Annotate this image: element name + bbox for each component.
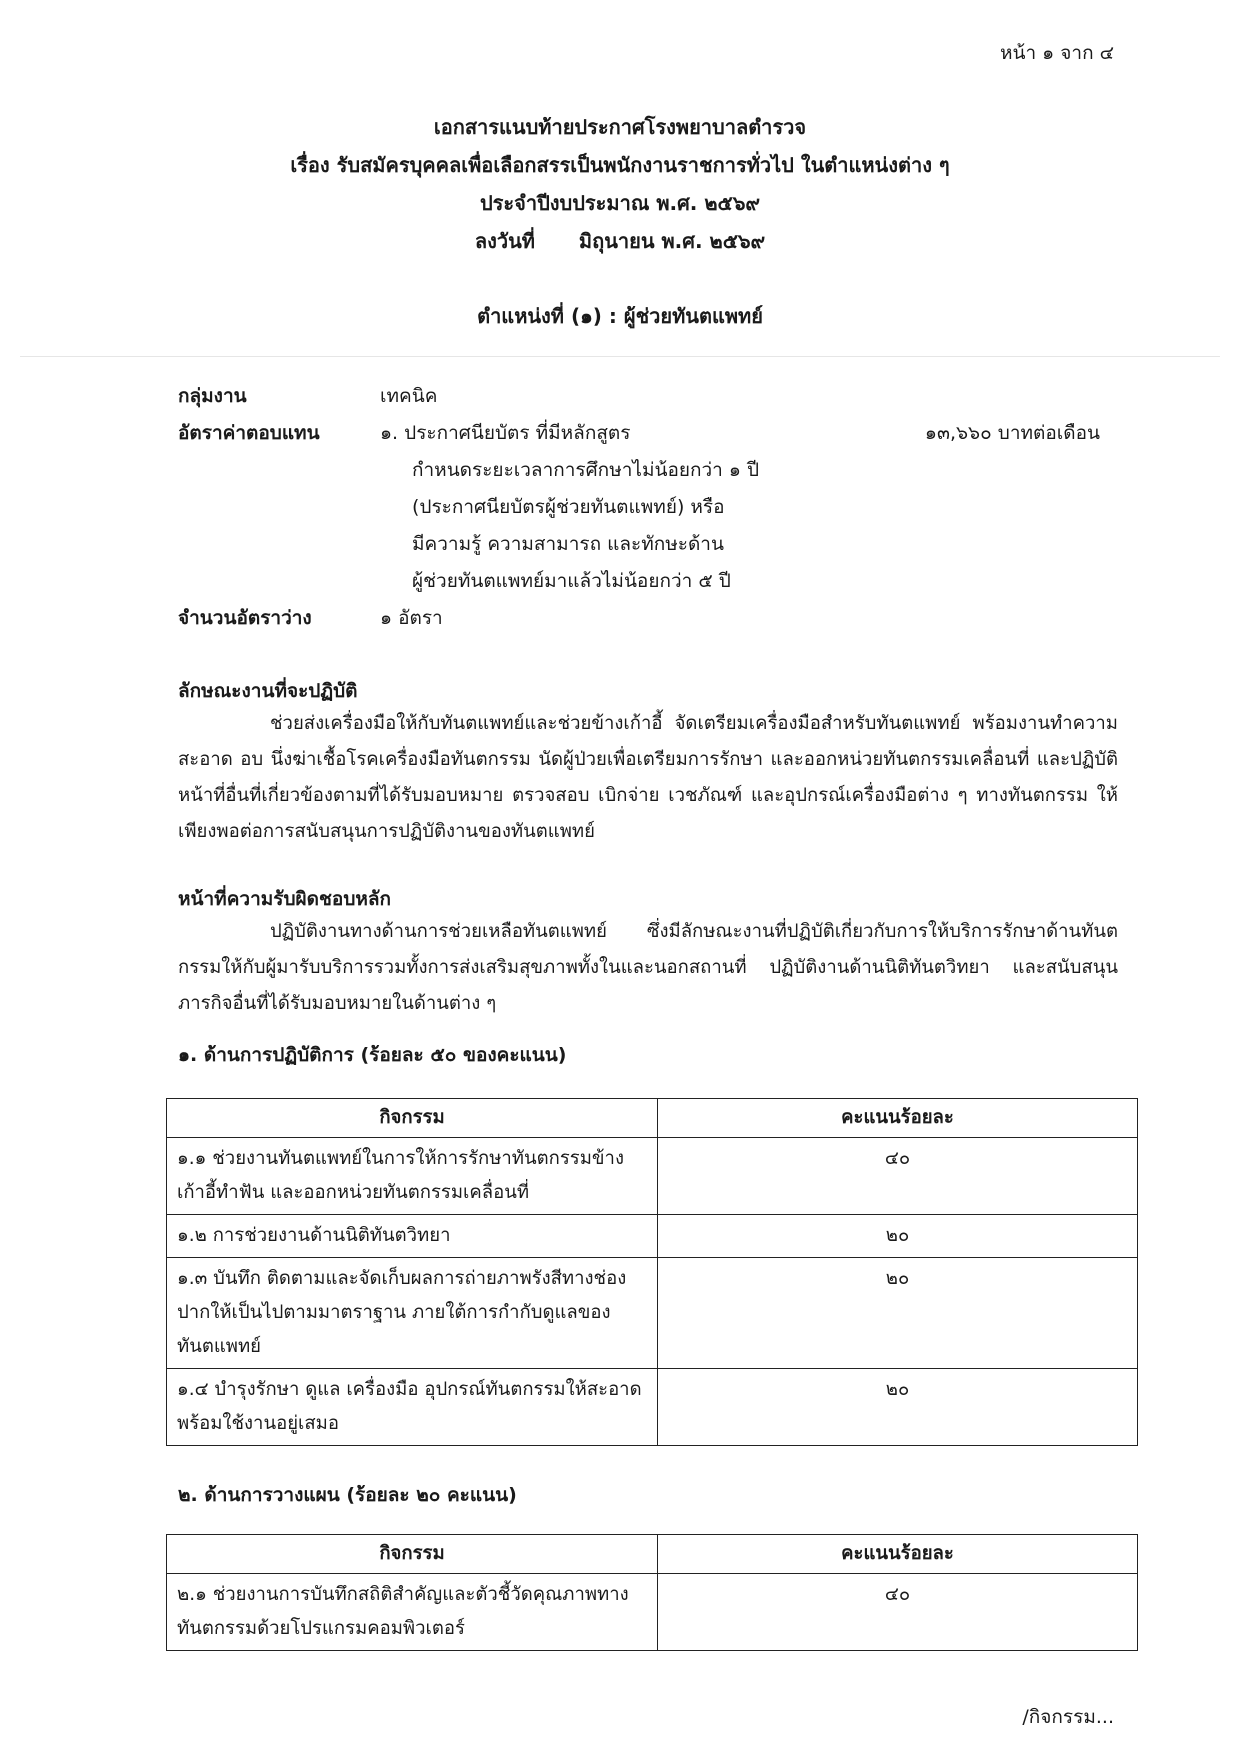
- table-header-row: [167, 1099, 1138, 1138]
- rate-line: มีความรู้ ความสามารถ และทักษะด้าน: [412, 533, 724, 555]
- rate-label: อัตราค่าตอบแทน: [178, 422, 320, 444]
- position-title: ตำแหน่งที่ (๑) : ผู้ช่วยทันตแพทย์: [477, 304, 763, 328]
- vacancy-label: จำนวนอัตราว่าง: [178, 607, 312, 629]
- table-header-row: [167, 1535, 1138, 1574]
- continuation-note: /กิจกรรม...: [1022, 1706, 1114, 1728]
- divider: [20, 356, 1220, 357]
- vacancy-value: ๑ อัตรา: [380, 607, 443, 629]
- rate-line: ผู้ช่วยทันตแพทย์มาแล้วไม่น้อยกว่า ๕ ปี: [412, 570, 731, 592]
- col-activity-header: กิจกรรม: [167, 1535, 658, 1574]
- rate-amount: ๑๓,๖๖๐ บาทต่อเดือน: [924, 422, 1100, 444]
- job-nature-text: ช่วยส่งเครื่องมือให้กับทันตแพทย์และช่วยข้างเก้าอี้ จัดเตรียมเครื่องมือสำหรับทันตแพทย์ พร้อมงานทำความสะอาด อบ นึ่งฆ่าเชื้อโรคเครื่องมือทันตกรรม นัดผู้ป่วยเพื่อเตรียมการรักษา และออกหน่วยทันตกรรมเคลื่อนที่ และปฏิบัติหน้าที่อื่นที่เกี่ยวข้องตามที่ได้รับมอบหมาย ตรวจสอบ เบิกจ่าย เวชภัณฑ์ และอุปกรณ์เครื่องมือต่าง ๆ ทางทันตกรรม ให้เพียงพอต่อการสนับสนุนการปฏิบัติงานของทันตแพทย์: [178, 713, 1118, 842]
- header-line-2: เรื่อง รับสมัครบุคคลเพื่อเลือกสรรเป็นพนักงานราชการทั่วไป ในตำแหน่งต่าง ๆ: [290, 153, 950, 177]
- score-cell: ๔๐: [658, 1574, 1138, 1651]
- group-label: กลุ่มงาน: [178, 385, 247, 407]
- col-activity-header: กิจกรรม: [167, 1099, 658, 1138]
- rate-line: กำหนดระยะเวลาการศึกษาไม่น้อยกว่า ๑ ปี: [412, 459, 760, 481]
- table-row: [167, 1369, 1138, 1446]
- group-value: เทคนิค: [380, 385, 438, 407]
- table-row: [167, 1215, 1138, 1258]
- score-cell: ๒๐: [658, 1369, 1138, 1446]
- score-cell: ๒๐: [658, 1215, 1138, 1258]
- section-2-title: ๒. ด้านการวางแผน (ร้อยละ ๒๐ คะแนน): [178, 1484, 517, 1506]
- header-date: [0, 222, 1240, 260]
- section-2-table: [166, 1534, 1138, 1651]
- position-info: [178, 378, 1118, 637]
- activity-cell: ๑.๔ บำรุงรักษา ดูแล เครื่องมือ อุปกรณ์ทันตกรรมให้สะอาดพร้อมใช้งานอยู่เสมอ: [167, 1369, 658, 1446]
- header-line-1: เอกสารแนบท้ายประกาศโรงพยาบาลตำรวจ: [433, 115, 807, 139]
- activity-cell: ๑.๑ ช่วยงานทันตแพทย์ในการให้การรักษาทันตกรรมข้างเก้าอี้ทำฟัน และออกหน่วยทันตกรรมเคลื่อนที่: [167, 1138, 658, 1215]
- table-row: [167, 1138, 1138, 1215]
- score-cell: ๔๐: [658, 1138, 1138, 1215]
- responsibility-text: ปฏิบัติงานทางด้านการช่วยเหลือทันตแพทย์ ซึ่งมีลักษณะงานที่ปฏิบัติเกี่ยวกับการให้บริการรักษาด้านทันตกรรมให้กับผู้มารับบริการรวมทั้งการส่งเสริมสุขภาพทั้งในและนอกสถานที่ ปฏิบัติงานด้านนิติทันตวิทยา และสนับสนุนภารกิจอื่นที่ได้รับมอบหมายในด้านต่าง ๆ: [178, 921, 1118, 1014]
- rate-line: (ประกาศนียบัตรผู้ช่วยทันตแพทย์) หรือ: [412, 496, 725, 518]
- date-label: ลงวันที่: [474, 229, 535, 253]
- info-row-vacancy: [178, 600, 1118, 637]
- table-row: [167, 1574, 1138, 1651]
- responsibility-title: หน้าที่ความรับผิดชอบหลัก: [178, 888, 392, 910]
- document-header: [0, 108, 1240, 260]
- section-1-title: ๑. ด้านการปฏิบัติการ (ร้อยละ ๕๐ ของคะแนน): [178, 1044, 567, 1066]
- activity-cell: ๒.๑ ช่วยงานการบันทึกสถิติสำคัญและตัวชี้วัดคุณภาพทางทันตกรรมด้วยโปรแกรมคอมพิวเตอร์: [167, 1574, 658, 1651]
- header-line-3: ประจำปีงบประมาณ พ.ศ. ๒๕๖๙: [479, 191, 761, 215]
- activity-cell: ๑.๓ บันทึก ติดตามและจัดเก็บผลการถ่ายภาพรังสีทางช่องปากให้เป็นไปตามมาตราฐาน ภายใต้การกำกับดูแลของทันตแพทย์: [167, 1258, 658, 1369]
- table-row: [167, 1258, 1138, 1369]
- activity-cell: ๑.๒ การช่วยงานด้านนิติทันตวิทยา: [167, 1215, 658, 1258]
- col-score-header: คะแนนร้อยละ: [658, 1535, 1138, 1574]
- score-cell: ๒๐: [658, 1258, 1138, 1369]
- date-value: มิถุนายน พ.ศ. ๒๕๖๙: [578, 229, 766, 253]
- rate-line: ๑. ประกาศนียบัตร ที่มีหลักสูตร: [380, 422, 631, 444]
- info-row-group: [178, 378, 1118, 415]
- job-nature-title: ลักษณะงานที่จะปฏิบัติ: [178, 680, 358, 702]
- col-score-header: คะแนนร้อยละ: [658, 1099, 1138, 1138]
- page-number: หน้า ๑ จาก ๔: [999, 42, 1114, 64]
- section-1-table: [166, 1098, 1138, 1446]
- info-row-rate: [178, 415, 1118, 600]
